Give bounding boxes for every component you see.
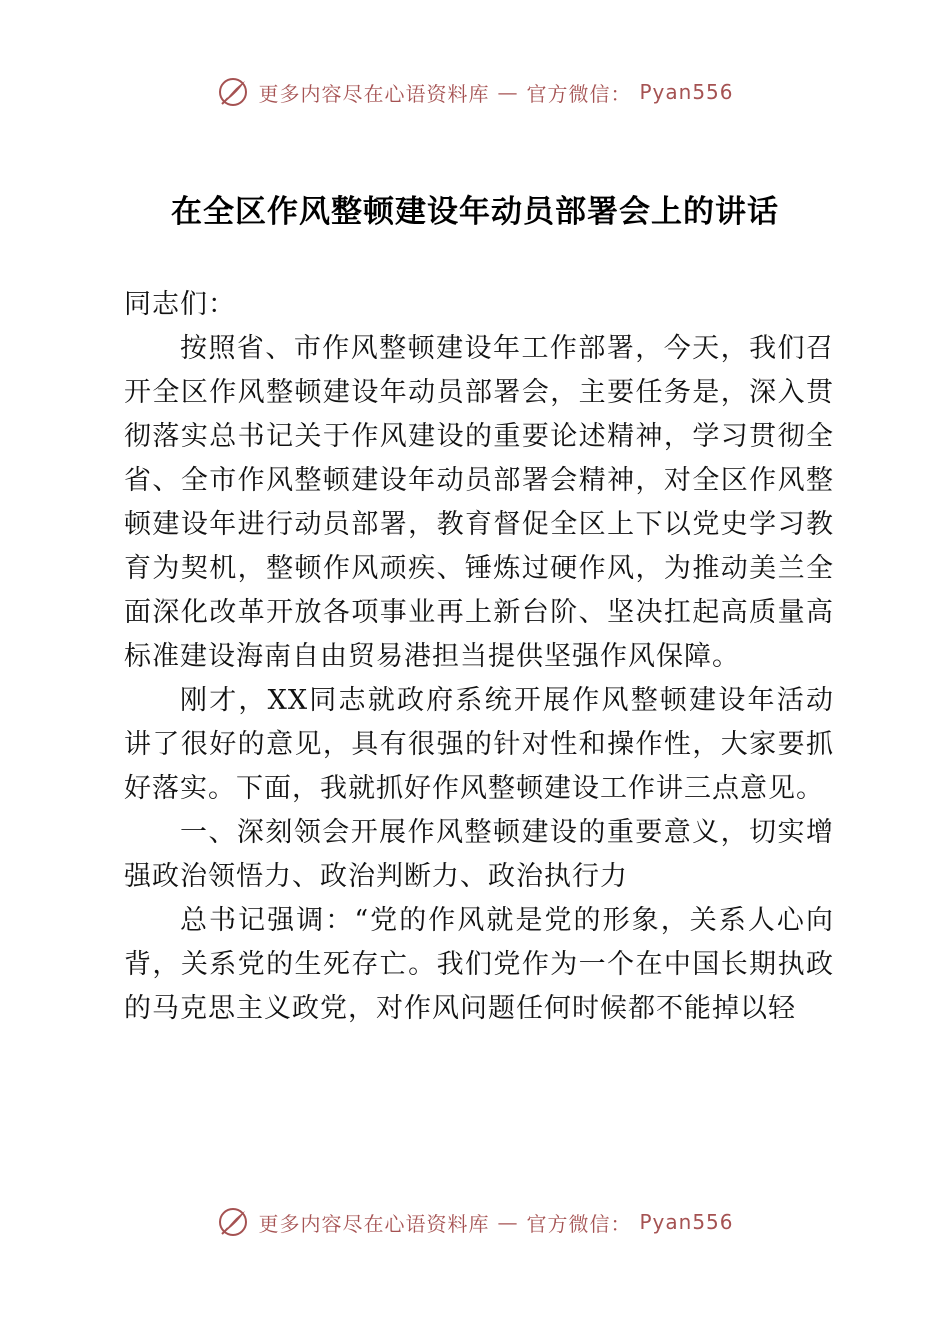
watermark-wechat-id: Pyan556 bbox=[639, 1210, 734, 1234]
watermark-wechat-id: Pyan556 bbox=[639, 80, 734, 104]
body-paragraph: 刚才，XX同志就政府系统开展作风整顿建设年活动讲了很好的意见，具有很强的针对性和操作性，大家要抓好落实。下面，我就抓好作风整顿建设工作讲三点意见。 bbox=[124, 685, 834, 804]
body-paragraph: 按照省、市作风整顿建设年工作部署，今天，我们召开全区作风整顿建设年动员部署会，主要任务是，深入贯彻落实总书记关于作风建设的重要论述精神，学习贯彻全省、全市作风整顿建设年动员部署会精神，对全区作风整顿建设年进行动员部署，教育督促全区上下以党史学习教育为契机，整顿作风顽疾、锤炼过硬作风，为推动美兰全面深化改革开放各项事业再上新台阶、坚决扛起高质量高标准建设海南自由贸易港担当提供坚强作风保障。 bbox=[124, 333, 834, 672]
watermark-wechat-label: 官方微信： bbox=[526, 81, 632, 106]
watermark-wechat-label: 官方微信： bbox=[526, 1211, 632, 1236]
footer-watermark bbox=[0, 1202, 950, 1242]
watermark-site-text: 更多内容尽在心语资料库 bbox=[258, 1211, 490, 1236]
document-title: 在全区作风整顿建设年动员部署会上的讲话 bbox=[171, 194, 779, 230]
feather-pen-logo-icon bbox=[216, 1205, 250, 1239]
salutation: 同志们： bbox=[124, 289, 236, 320]
watermark-site-text: 更多内容尽在心语资料库 bbox=[258, 81, 490, 106]
header-watermark bbox=[0, 72, 950, 112]
watermark-separator: — bbox=[497, 80, 519, 104]
feather-pen-logo-icon bbox=[216, 75, 250, 109]
body-paragraph: 总书记强调：“党的作风就是党的形象，关系人心向背，关系党的生死存亡。我们党作为一个在中国长期执政的马克思主义政党，对作风问题任何时候都不能掉以轻 bbox=[124, 905, 834, 1024]
section-heading: 一、深刻领会开展作风整顿建设的重要意义，切实增强政治领悟力、政治判断力、政治执行力 bbox=[124, 817, 834, 892]
document-body bbox=[124, 283, 834, 1031]
watermark-separator: — bbox=[497, 1210, 519, 1234]
